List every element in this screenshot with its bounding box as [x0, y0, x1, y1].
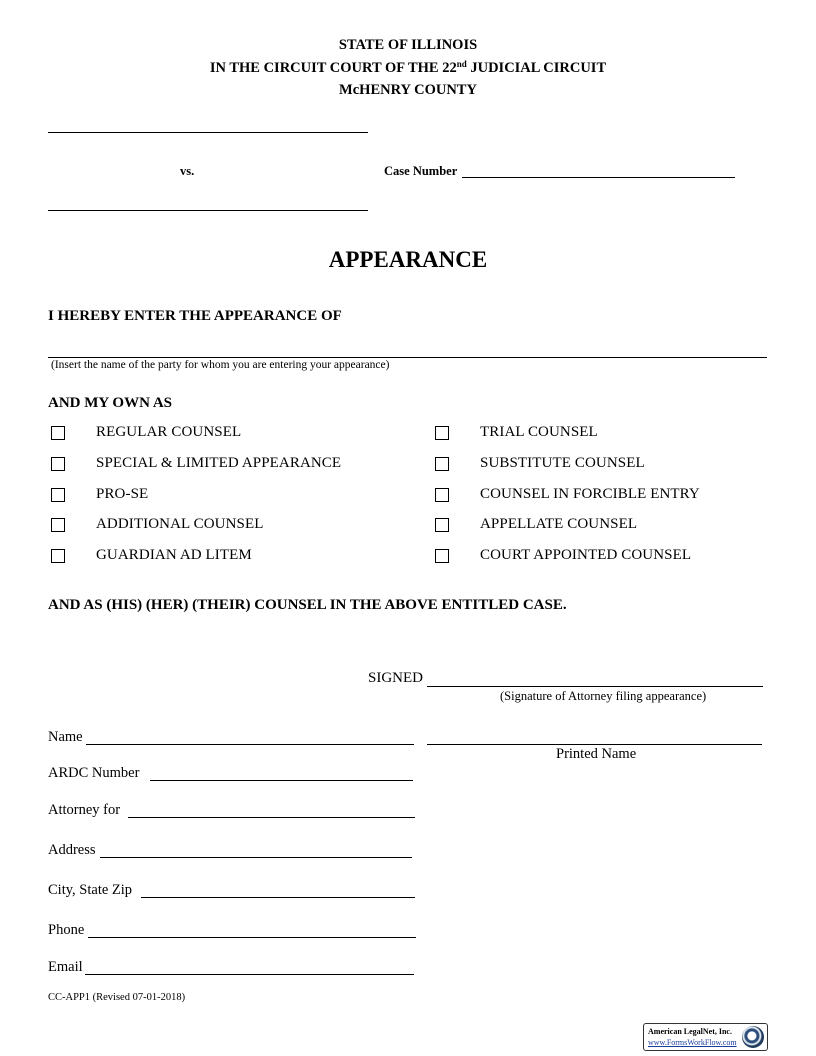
checkbox-court-appointed[interactable]: [435, 549, 449, 563]
case-number-line[interactable]: [462, 177, 735, 178]
option-court-appointed: COURT APPOINTED COUNSEL: [480, 547, 692, 563]
option-regular-counsel: REGULAR COUNSEL: [96, 424, 242, 440]
option-special-limited: SPECIAL & LIMITED APPEARANCE: [96, 455, 342, 471]
option-guardian-ad-litem: GUARDIAN AD LITEM: [96, 547, 252, 563]
attorney-for-field[interactable]: [128, 817, 415, 818]
header-court-prefix: IN THE CIRCUIT COURT OF THE 22: [209, 60, 457, 76]
case-number-label: Case Number: [384, 164, 458, 178]
signed-label: SIGNED: [368, 670, 423, 686]
city-state-zip-label: City, State Zip: [48, 882, 133, 898]
option-forcible-entry: COUNSEL IN FORCIBLE ENTRY: [480, 486, 700, 502]
option-additional-counsel: ADDITIONAL COUNSEL: [96, 516, 264, 532]
publisher-badge[interactable]: [643, 1023, 768, 1051]
defendant-line[interactable]: [48, 210, 368, 211]
phone-label: Phone: [48, 922, 85, 938]
header-county: McHENRY COUNTY: [339, 82, 477, 98]
attorney-for-label: Attorney for: [48, 802, 121, 818]
signature-hint: (Signature of Attorney filing appearance): [500, 689, 707, 703]
checkbox-appellate-counsel[interactable]: [435, 518, 449, 532]
checkbox-guardian-ad-litem[interactable]: [51, 549, 65, 563]
ardc-field[interactable]: [150, 780, 413, 781]
phone-field[interactable]: [88, 937, 416, 938]
option-appellate-counsel: APPELLATE COUNSEL: [480, 516, 638, 532]
signature-line[interactable]: [427, 686, 763, 687]
option-trial-counsel: TRIAL COUNSEL: [480, 424, 598, 440]
own-as-heading: AND MY OWN AS: [48, 395, 173, 411]
checkbox-additional-counsel[interactable]: [51, 518, 65, 532]
address-label: Address: [48, 842, 96, 858]
checkbox-trial-counsel[interactable]: [435, 426, 449, 440]
option-substitute-counsel: SUBSTITUTE COUNSEL: [480, 455, 645, 471]
header-court-suffix: JUDICIAL CIRCUIT: [466, 60, 607, 76]
printed-name-label: Printed Name: [556, 746, 637, 762]
party-name-line[interactable]: [48, 357, 767, 358]
party-name-hint: (Insert the name of the party for whom you are entering your appearance): [51, 359, 390, 371]
checkbox-regular-counsel[interactable]: [51, 426, 65, 440]
checkbox-special-limited[interactable]: [51, 457, 65, 471]
checkbox-substitute-counsel[interactable]: [435, 457, 449, 471]
name-label: Name: [48, 729, 83, 745]
checkbox-pro-se[interactable]: [51, 488, 65, 502]
name-field[interactable]: [86, 744, 414, 745]
publisher-url[interactable]: www.FormsWorkFlow.com: [648, 1038, 737, 1047]
vs-label: vs.: [180, 164, 195, 178]
email-field[interactable]: [85, 974, 414, 975]
address-field[interactable]: [100, 857, 412, 858]
publisher-name: American LegalNet, Inc.: [648, 1027, 732, 1036]
publisher-logo-icon: [742, 1026, 764, 1048]
page-title: APPEARANCE: [328, 247, 488, 272]
email-label: Email: [48, 959, 83, 975]
checkbox-forcible-entry[interactable]: [435, 488, 449, 502]
ardc-label: ARDC Number: [48, 765, 140, 781]
printed-name-line[interactable]: [427, 744, 762, 745]
plaintiff-line[interactable]: [48, 132, 368, 133]
counsel-statement: AND AS (HIS) (HER) (THEIR) COUNSEL IN THE ABOVE ENTITLED CASE.: [48, 597, 567, 613]
option-pro-se: PRO-SE: [96, 486, 149, 502]
header-court: [0, 59, 816, 77]
entry-heading: I HEREBY ENTER THE APPEARANCE OF: [48, 308, 342, 324]
header-court-sup: nd: [456, 59, 467, 69]
city-state-zip-field[interactable]: [141, 897, 415, 898]
form-id: CC-APP1 (Revised 07-01-2018): [48, 992, 186, 1003]
header-state: STATE OF ILLINOIS: [338, 37, 478, 53]
